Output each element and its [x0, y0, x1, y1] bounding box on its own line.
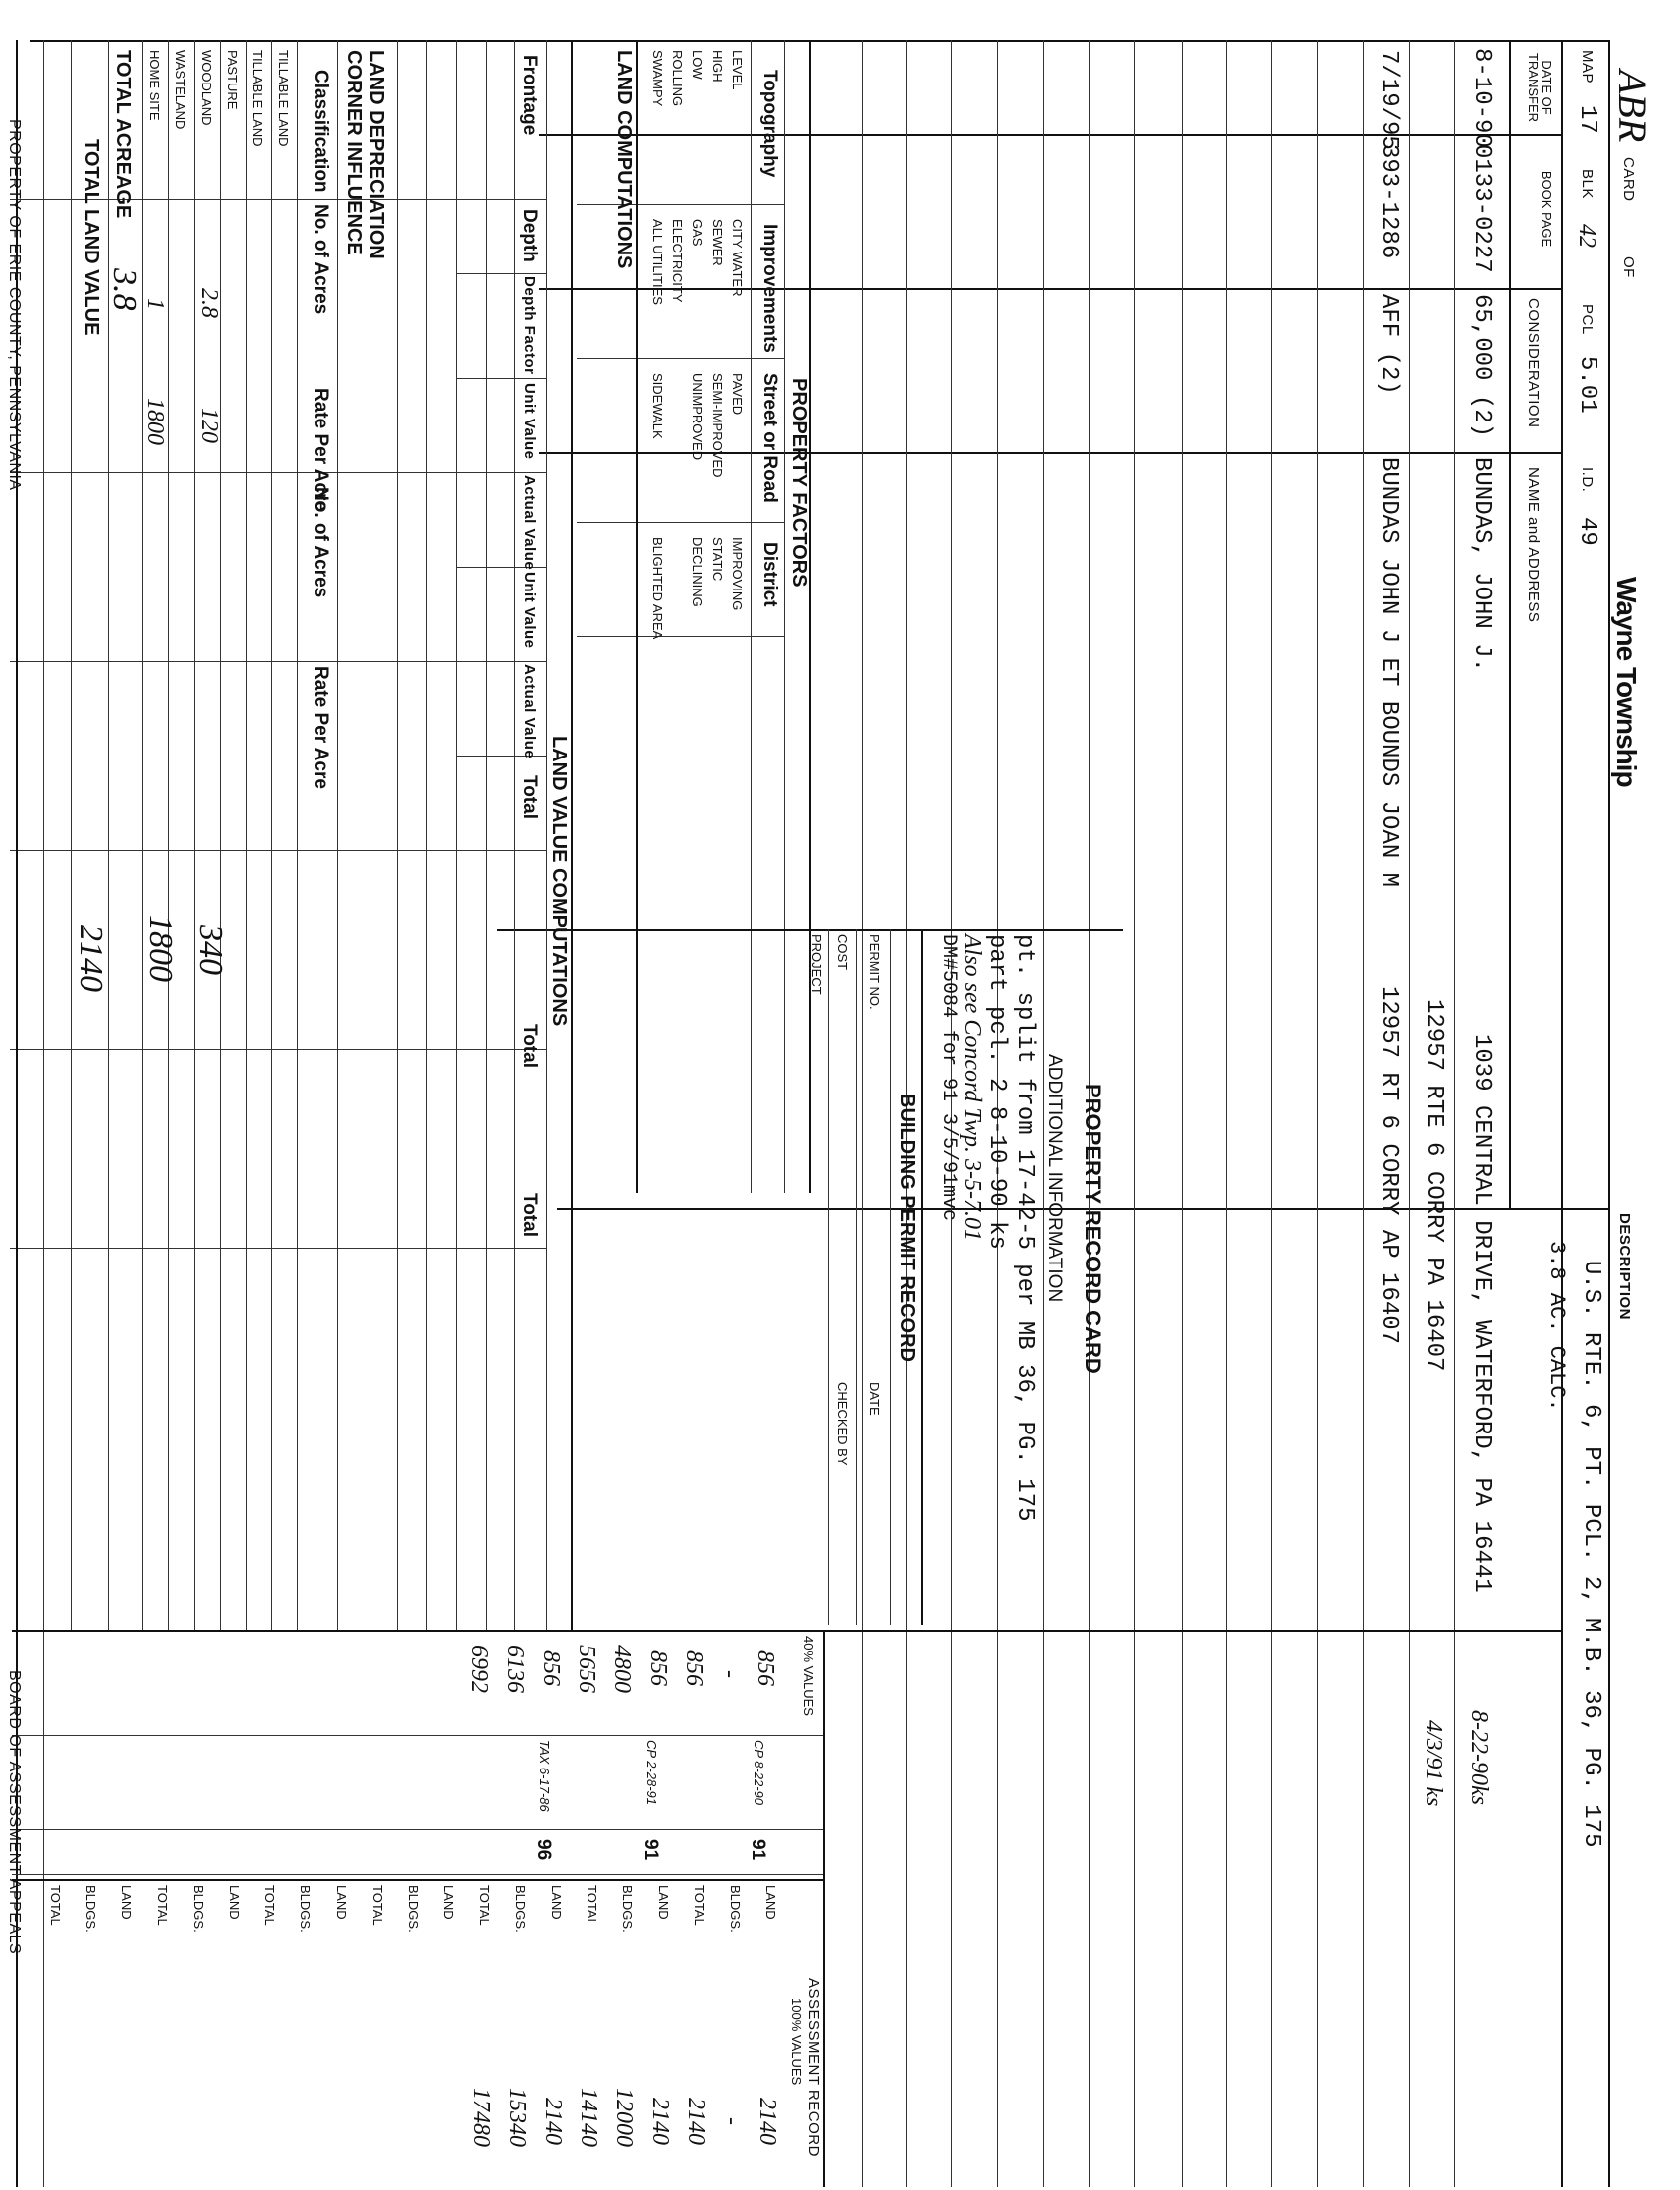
assessment-stamp-year: 96	[533, 1839, 554, 1861]
assessment-stamp-year: 91	[748, 1839, 768, 1861]
value-40: 856	[753, 1650, 778, 1686]
land-value-computations-label: LAND VALUE COMPUTATIONS	[548, 736, 570, 1027]
assessment-row-label: TOTAL	[692, 1885, 707, 1926]
assessment-row-label: BLDGS.	[191, 1885, 206, 1933]
footer-left: PROPERTY OF ERIE COUNTY, PENNSYLVANIA	[6, 119, 23, 491]
transfer-date: 8-10-90	[1468, 48, 1495, 148]
class-name: WASTELAND	[173, 50, 188, 130]
transfer-consideration: 65,000 (2)	[1468, 294, 1495, 438]
acres-header: No. of Acres	[310, 204, 331, 315]
value-100: 15340	[504, 2088, 530, 2147]
class-name: PASTURE	[225, 50, 240, 110]
value-40: 4800	[609, 1645, 635, 1693]
map-value: 17	[1574, 105, 1600, 134]
total-land-value: 2140	[73, 925, 109, 992]
assessment-row-label: TOTAL	[370, 1885, 385, 1926]
assessment-row-label: TOTAL	[48, 1885, 63, 1926]
street-item: SEMI-IMPROVED	[710, 373, 725, 478]
total-acreage-value: 3.8	[106, 268, 143, 311]
improvement-item: SEWER	[710, 219, 725, 266]
permit-checked-label: CHECKED BY	[835, 1382, 850, 1466]
additional-info-line: DM#5084 for 91 3/5/91mvc	[937, 934, 960, 1222]
transfer-note: 4/3/91 ks	[1421, 1720, 1446, 1807]
depth-factor-header: Depth Factor	[521, 276, 538, 375]
district-item: STATIC	[710, 537, 725, 582]
transfer-name: BUNDAS JOHN J ET BOUNDS JOAN M	[1375, 457, 1402, 888]
topography-label: Topography	[759, 70, 780, 178]
permit-cost-label: COST	[835, 934, 850, 971]
transfer-book: 393-1286	[1375, 144, 1402, 259]
additional-info-handwritten: Also see Concord Twp. 3-5-7.01	[959, 934, 985, 1241]
value-100: 17480	[468, 2088, 494, 2147]
blk-label: BLK	[1579, 169, 1596, 199]
improvements-label: Improvements	[759, 224, 780, 353]
assessment-row-label: LAND	[441, 1885, 456, 1920]
district-item: BLIGHTED AREA	[650, 537, 665, 640]
total-land-value-label: TOTAL LAND VALUE	[81, 139, 102, 336]
rate-header: Rate Per Acre	[310, 666, 331, 789]
of-label: OF	[1620, 256, 1637, 278]
topography-item: LEVEL	[730, 50, 745, 90]
assessment-row-label: LAND	[549, 1885, 564, 1920]
improvement-item: ELECTRICITY	[670, 219, 685, 303]
value-100: 2140	[540, 2098, 566, 2145]
class-rate: 1800	[142, 398, 168, 445]
land-depreciation-label: LAND DEPRECIATION	[365, 50, 387, 259]
improvement-item: ALL UTILITIES	[650, 219, 665, 305]
card-label: CARD	[1620, 157, 1637, 202]
assessment-row-label: BLDGS.	[298, 1885, 313, 1933]
assessment-row-label: TOTAL	[585, 1885, 599, 1926]
value-100: 2140	[647, 2098, 673, 2145]
street-item: PAVED	[730, 373, 745, 416]
class-name: TILLABLE LAND	[276, 50, 291, 147]
land-computations-label: LAND COMPUTATIONS	[613, 50, 635, 269]
street-label: Street or Road	[759, 373, 780, 503]
value-100: 2140	[755, 2098, 780, 2145]
assessment-stamp-note: CP 2-28-91	[644, 1740, 659, 1805]
assessment-row-label: BLDGS.	[84, 1885, 98, 1933]
pcl-label: PCL	[1579, 304, 1596, 335]
transfer-consideration: AFF (2)	[1375, 294, 1402, 395]
assessment-stamp-note: CP 8-22-90	[752, 1740, 766, 1805]
topography-item: SWAMPY	[650, 50, 665, 107]
corner-influence-label: CORNER INFLUENCE	[343, 50, 365, 255]
id-value: 49	[1574, 517, 1600, 546]
description-line-2: 3.8 AC. CALC.	[1544, 1241, 1569, 1412]
transfer-address: 12957 RTE 6 CORRY PA 16407	[1421, 999, 1447, 1372]
assessment-row-label: TOTAL	[155, 1885, 170, 1926]
id-label: I.D.	[1579, 467, 1596, 493]
value-40: -	[717, 1670, 743, 1678]
assessment-stamp-year: 91	[640, 1839, 661, 1861]
transfer-date: 7/19/95	[1375, 50, 1402, 150]
values100-label: 100% VALUES	[789, 1998, 804, 2086]
value-100: 14140	[576, 2088, 601, 2147]
class-total: 340	[192, 925, 229, 975]
class-acres: 2.8	[196, 288, 222, 318]
value-40: 6992	[466, 1645, 492, 1693]
assessment-row-label: BLDGS.	[513, 1885, 528, 1933]
improvement-item: GAS	[690, 219, 705, 247]
assessment-row-label: BLDGS.	[620, 1885, 635, 1933]
col-consideration: CONSIDERATION	[1525, 298, 1542, 428]
street-item: SIDEWALK	[650, 373, 665, 439]
permit-date-label: DATE	[867, 1382, 882, 1416]
value-40: 6136	[502, 1645, 528, 1693]
actual-value-header: Actual Value	[521, 475, 538, 571]
topography-item: ROLLING	[670, 50, 685, 107]
value-100: -	[719, 2117, 745, 2125]
assessment-row-label: LAND	[227, 1885, 242, 1920]
col-book-page: BOOK PAGE	[1539, 170, 1554, 248]
class-name: WOODLAND	[199, 50, 214, 126]
description-label: DESCRIPTION	[1616, 1213, 1633, 1321]
transfer-address: 1039 CENTRAL DRIVE, WATERFORD, PA 16441	[1468, 1034, 1495, 1593]
district-item: IMPROVING	[730, 537, 745, 611]
permit-no-label: PERMIT NO.	[867, 934, 882, 1010]
record-card-title: PROPERTY RECORD CARD	[1081, 1084, 1105, 1374]
additional-info-line: pt. split from 17-42-5 per MB 36, PG. 175	[1011, 934, 1038, 1522]
value-40: 856	[538, 1650, 564, 1686]
assessment-row-label: LAND	[763, 1885, 778, 1920]
assessment-row-label: LAND	[334, 1885, 349, 1920]
value-40: 5656	[574, 1645, 599, 1693]
value-100: 2140	[683, 2098, 709, 2145]
assessment-row-label: LAND	[119, 1885, 134, 1920]
improvement-item: CITY WATER	[730, 219, 745, 297]
depth-header: Depth	[519, 209, 540, 262]
assessment-row-label: TOTAL	[262, 1885, 277, 1926]
additional-info-title: ADDITIONAL INFORMATION	[1044, 1054, 1065, 1303]
col-name-address: NAME and ADDRESS	[1525, 467, 1542, 623]
col-date-of-transfer: DATE OF TRANSFER	[1526, 52, 1554, 123]
township-title: Wayne Township	[1611, 577, 1642, 787]
footer-right: BOARD OF ASSESSMENT APPEALS	[6, 1670, 23, 1955]
assessment-row-label: TOTAL	[477, 1885, 492, 1926]
transfer-name: BUNDAS, JOHN J.	[1468, 457, 1495, 673]
total-header: Total	[519, 775, 540, 819]
transfer-note: 8-22-90ks	[1466, 1710, 1492, 1805]
class-rate: 120	[196, 408, 222, 443]
permit-project-label: PROJECT	[809, 934, 824, 995]
acres-header: No. of Acres	[310, 487, 331, 598]
total-header: Total	[519, 1193, 540, 1237]
value-40: 856	[681, 1650, 707, 1686]
map-label: MAP	[1579, 50, 1596, 84]
assessment-row-label: BLDGS.	[406, 1885, 420, 1933]
blk-value: 42	[1574, 224, 1599, 248]
unit-value-header: Unit Value	[521, 383, 538, 460]
assessment-title: ASSESSMENT RECORD	[805, 1978, 822, 2157]
values40-label: 40% VALUES	[801, 1636, 816, 1716]
pcl-value: 5.01	[1574, 356, 1600, 414]
total-acreage-label: TOTAL ACREAGE	[112, 50, 134, 219]
additional-info-line: part pcl. 2 8-10-90 ks	[983, 934, 1010, 1250]
description-line-1: U.S. RTE. 6, PT. PCL. 2, M.B. 36, PG. 175	[1578, 1261, 1604, 1848]
unit-value-header: Unit Value	[521, 572, 538, 649]
class-name: HOME SITE	[147, 50, 162, 121]
topography-item: HIGH	[710, 50, 725, 83]
property-factors-title: PROPERTY FACTORS	[788, 378, 810, 588]
permit-title: BUILDING PERMIT RECORD	[896, 1094, 918, 1362]
street-item: UNIMPROVED	[690, 373, 705, 461]
class-acres: 1	[142, 298, 168, 310]
value-40: 856	[645, 1650, 671, 1686]
frontage-header: Frontage	[519, 55, 540, 136]
actual-value-header: Actual Value	[521, 664, 538, 759]
class-name: TILLABLE LAND	[251, 50, 265, 147]
classification-header: Classification	[310, 70, 331, 193]
transfer-address: 12957 RT 6 CORRY AP 16407	[1375, 986, 1402, 1345]
assessment-row-label: LAND	[656, 1885, 671, 1920]
assessment-row-label: BLDGS.	[728, 1885, 743, 1933]
class-total: 1800	[142, 915, 179, 982]
value-100: 12000	[611, 2088, 637, 2147]
rate-header: Rate Per Acre	[310, 388, 331, 511]
district-label: District	[759, 542, 780, 607]
assessment-stamp-note: TAX 6-17-86	[537, 1740, 552, 1812]
initials: ABR	[1610, 70, 1655, 143]
transfer-book: 0133-0227	[1468, 144, 1495, 273]
district-item: DECLINING	[690, 537, 705, 607]
topography-item: LOW	[690, 50, 705, 80]
total-header: Total	[519, 1024, 540, 1068]
